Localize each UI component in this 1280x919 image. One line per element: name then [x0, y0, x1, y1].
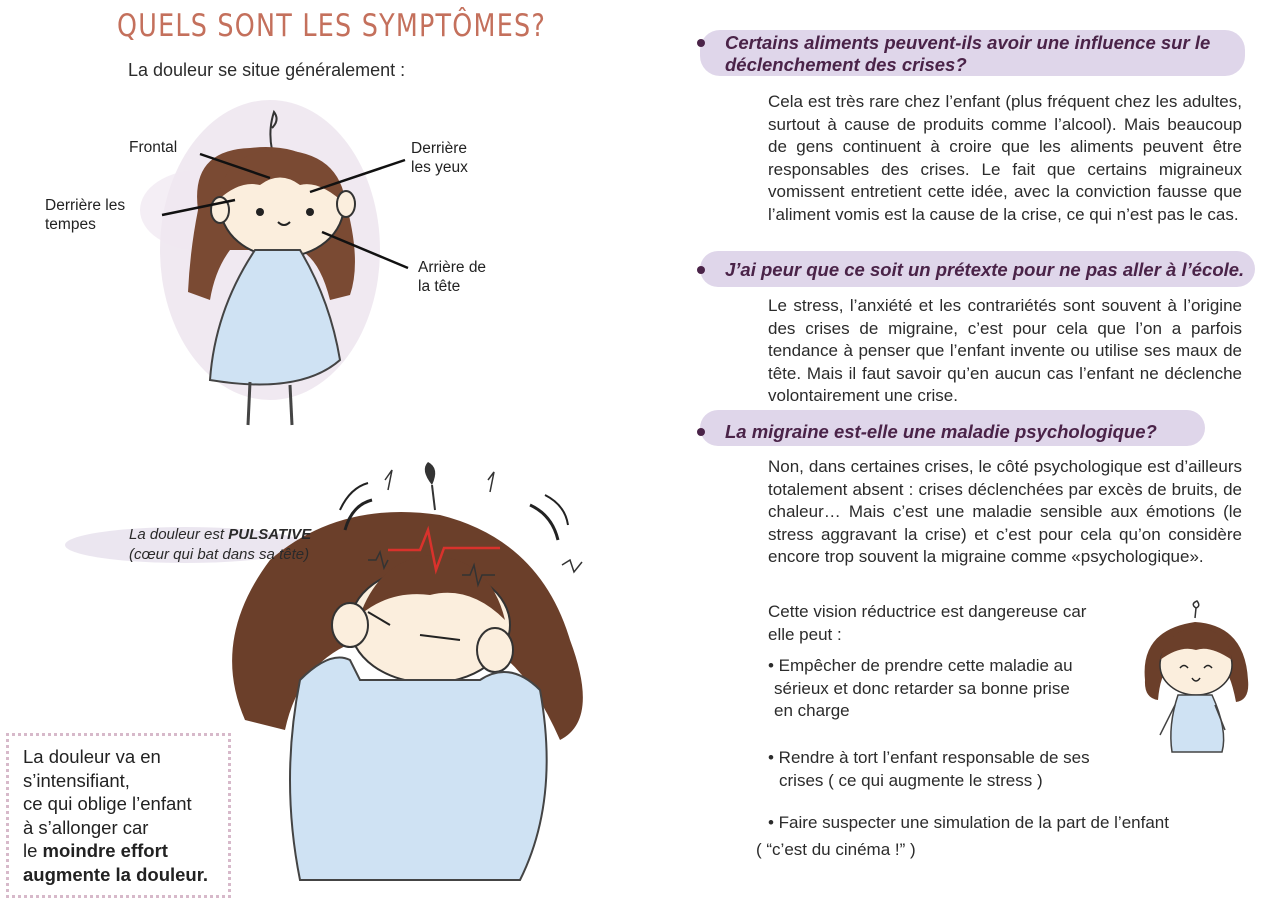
bullet-icon [697, 428, 705, 436]
info-box: La douleur va en s’intensifiant, ce qui oblige l’enfant à s’allonger car le moindre effort augmente la douleur. [6, 733, 231, 898]
label-back-of-head: Arrière de la tête [418, 259, 487, 295]
intro-text: La douleur se situe généralement : [128, 60, 406, 80]
faq-question: La migraine est-elle une maladie psychologique? [725, 421, 1157, 442]
label-behind-eyes: Derrière les yeux [411, 140, 468, 176]
vision-bullet-1: • Empêcher de prendre cette maladie au sérieux et donc retarder sa bonne prise en charge [768, 656, 1073, 720]
page-title: QUELS SONT LES SYMPTÔMES? [117, 8, 547, 44]
faq-answer: Non, dans certaines crises, le côté psychologique est d’ailleurs totalement absent : crises déclenchées par excès de bruits, de chaleur… Mais c’est une maladie sensible aux émotions (le stress aggravant la crise) et c’est pour cela qu’on considère encore trop souvent la migraine comme «psychologique». [768, 457, 1242, 566]
bullet-icon [697, 266, 705, 274]
faq-answer: Le stress, l’anxiété et les contrariétés sont souvent à l’origine des crises de migraine, c’est pour cela que l’on a parfois tendance à penser que l’enfant invente ou utilise ses maux de tête. Mais il faut savoir qu’en aucun cas l’enfant ne déclenche volontairement une crise. [768, 296, 1242, 405]
pulsative-caption: La douleur est PULSATIVE (cœur qui bat dans sa tête) [129, 526, 312, 563]
label-frontal: Frontal [129, 139, 178, 156]
bullet-icon [697, 39, 705, 47]
faq-answer: Cela est très rare chez l’enfant (plus fréquent chez les adultes, surtout à cause de produits comme l’alcool). Mais beaucoup de gens continuent à croire que les aliments peuvent être responsables des crises. Le fait que certains migraineux vomissent entretient cette idée, avec la conviction fausse que l’aliment vomis est la cause de la crise, ce qui n’est pas le cas. [768, 92, 1242, 224]
vision-bullet-3: • Faire suspecter une simulation de la part de l’enfant ( “c’est du cinéma !” ) [756, 813, 1169, 859]
girl-standing-illustration [140, 100, 408, 425]
small-girl-illustration [1145, 601, 1249, 752]
label-behind-temples: Derrière les tempes [45, 197, 126, 233]
faq-question: Certains aliments peuvent-ils avoir une influence sur le déclenchement des crises? [725, 32, 1211, 75]
vision-intro: Cette vision réductrice est dangereuse car elle peut : [768, 602, 1087, 644]
vision-bullet-2: • Rendre à tort l’enfant responsable de ses crises ( ce qui augmente le stress ) [768, 748, 1090, 790]
faq-question: J’ai peur que ce soit un prétexte pour ne pas aller à l’école. [725, 259, 1245, 280]
